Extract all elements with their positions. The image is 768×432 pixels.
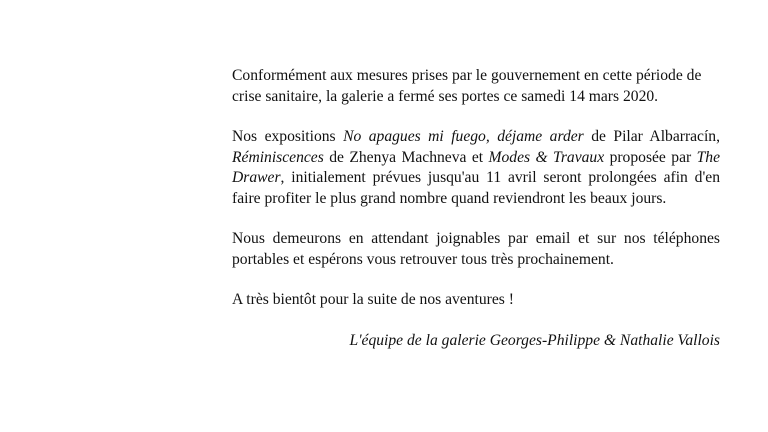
exhibition-proposed-by: proposée par [604, 148, 697, 166]
exhibitions-intro: Nos expositions [232, 128, 344, 145]
gallery-closure-notice [232, 66, 720, 371]
exhibition-title-1: No apagues mi fuego, déjame arder [343, 128, 584, 145]
exhibitions-paragraph [232, 127, 720, 209]
exhibition-curator: The Drawer [232, 148, 720, 186]
signature: L'équipe de la galerie Georges-Philippe & Nathalie Vallois [349, 331, 720, 349]
farewell-paragraph: A très bientôt pour la suite de nos aventures ! [232, 291, 514, 308]
contact-paragraph: Nous demeurons en attendant joignables par email et sur nos téléphones portables et espérons vous retrouver tous très prochainement. [232, 230, 720, 268]
exhibition-artist-1: de Pilar Albarracín, [583, 128, 721, 145]
exhibition-artist-2: de Zhenya Machneva et [323, 148, 489, 166]
exhibition-title-3: Modes & Travaux [488, 148, 605, 166]
exhibition-title-2: Réminiscences [232, 148, 324, 166]
closure-paragraph: Conformément aux mesures prises par le gouvernement en cette période de crise sanitaire, la galerie a fermé ses portes ce samedi 14 mars 2020. [232, 67, 702, 105]
exhibitions-outro: , initialement prévues jusqu'au 11 avril seront prolongées afin d'en faire profiter le plus grand nombre quand reviendront les beaux jours. [232, 169, 720, 207]
